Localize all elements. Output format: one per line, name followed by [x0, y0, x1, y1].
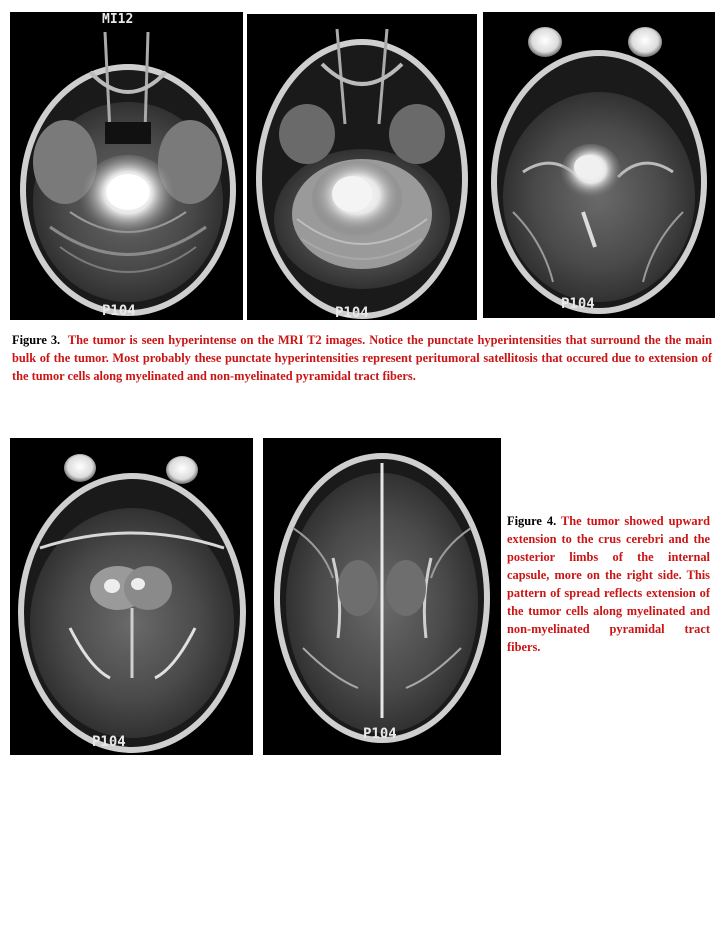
patient-label: P104: [363, 726, 397, 742]
patient-label: P104: [92, 734, 126, 750]
patient-label: P104: [335, 305, 369, 320]
mri-scan-axial-3: [483, 12, 715, 318]
patient-label: P104: [102, 303, 136, 319]
mri-image-1: [10, 12, 243, 320]
figure-3-text: The tumor is seen hyperintense on the MRI T2 images. Notice the punctate hyperintensities that surround the the main bulk of the tumor. Most probably these punctate hyperintensities represent peritumoral satellitosis that occured due to extension of the tumor cells along myelinated and non-myelinated pyramidal tract fibers.: [12, 333, 712, 383]
patient-label: P104: [561, 296, 595, 312]
figure-3-caption: [12, 331, 712, 385]
figure-4-text: The tumor showed upward extension to the crus cerebri and the posterior limbs of the internal capsule, more on the right side. This pattern of spread reflects extension of the tumor cells along myelinated and non-myelinated pyramidal tract fibers.: [507, 514, 710, 654]
mri-image-5: [263, 438, 501, 755]
mri-image-4: [10, 438, 253, 755]
figure-4-label: Figure 4.: [507, 514, 557, 528]
mri-image-3: [483, 12, 715, 318]
mri-scan-axial-2: [247, 14, 477, 320]
mri-scan-axial-4: [10, 438, 253, 755]
mri-image-2: [247, 14, 477, 320]
mri-top-label: MI12: [102, 12, 134, 27]
figure-3-label: Figure 3.: [12, 333, 61, 347]
mri-scan-axial-1: [10, 12, 243, 320]
mri-scan-axial-5: [263, 438, 501, 755]
figure-4-caption: [507, 512, 710, 656]
